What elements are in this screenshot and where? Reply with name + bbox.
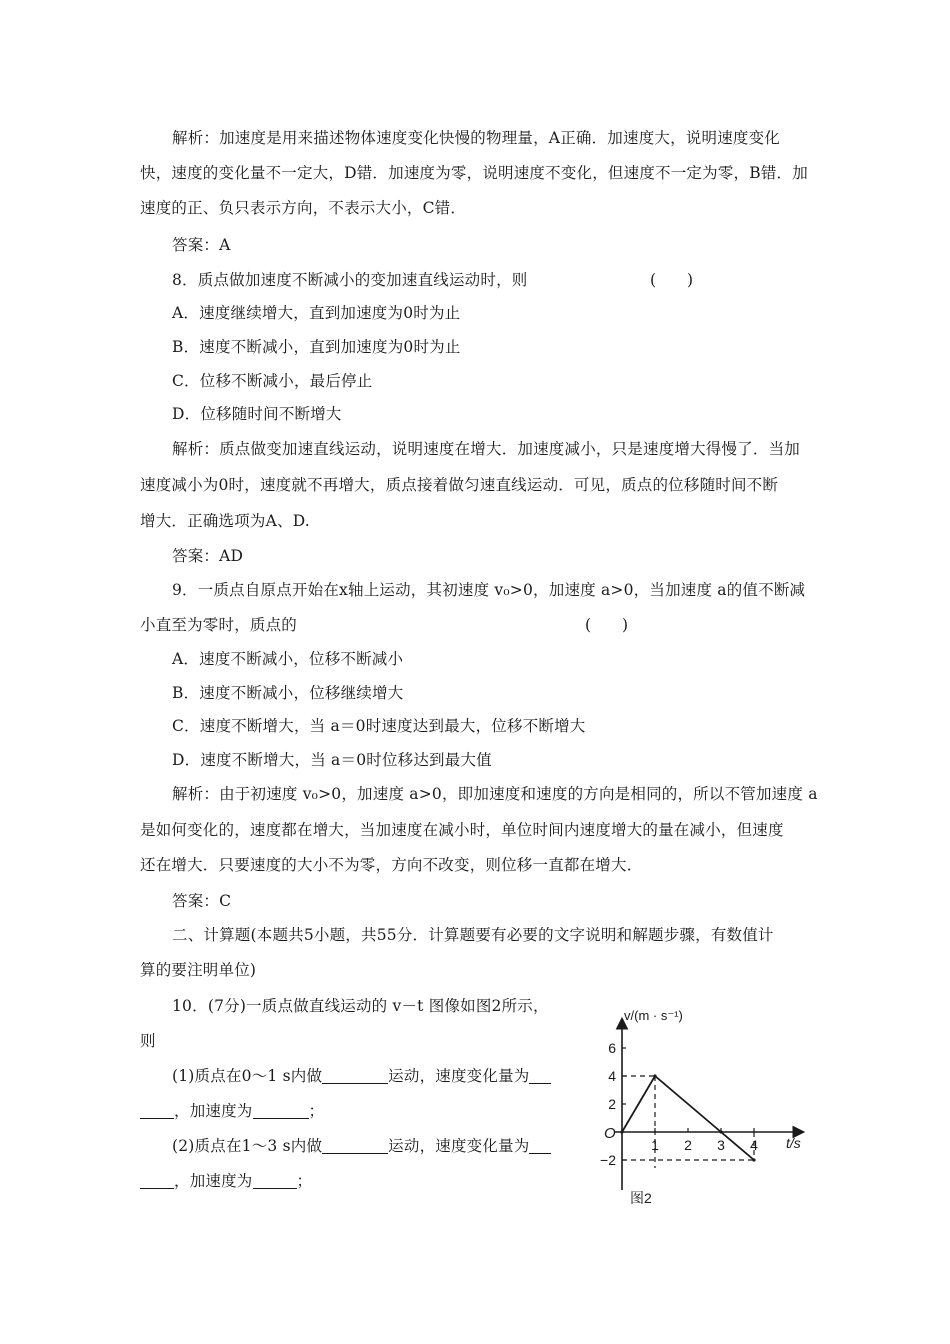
x-tick-label: 2 (684, 1137, 692, 1153)
question-8-answer-paren: ( ) (650, 271, 694, 289)
analysis-7-line-3: 速度的正、负只表示方向，不表示大小，C错． (140, 199, 467, 217)
part-1-motion-blank[interactable] (322, 1067, 388, 1084)
velocity-data-point (719, 1130, 722, 1133)
part-1-velocity-change-blank-end[interactable] (140, 1102, 174, 1119)
part-1-text-a: (1)质点在0～1 s内做 (172, 1067, 323, 1085)
part-1-text-d: ； (308, 1102, 325, 1120)
vt-graph-figure (580, 998, 820, 1208)
answer-8: 答案：AD (172, 547, 244, 565)
question-10-stem-line-2: 则 (140, 1032, 156, 1050)
vt-graph (580, 998, 820, 1208)
part-2-text-b: 运动，速度变化量为 (388, 1137, 530, 1155)
part-2-text-d: ； (296, 1172, 313, 1190)
x-tick-label: 3 (717, 1137, 725, 1153)
part-1-acceleration-blank[interactable] (253, 1102, 309, 1119)
question-9-stem-line-2: 小直至为零时，质点的 (140, 616, 298, 634)
analysis-9-line-2: 是如何变化的，速度都在增大，当加速度在减小时，单位时间内速度增大的量在减小，但速度 (140, 821, 784, 839)
question-8-option-c: C．位移不断减小，最后停止 (172, 372, 373, 390)
x-tick-label: 1 (651, 1137, 659, 1153)
analysis-7-line-1: 解析：加速度是用来描述物体速度变化快慢的物理量，A正确．加速度大，说明速度变化 (172, 129, 780, 147)
question-9-option-b: B．速度不断减小，位移继续增大 (172, 684, 404, 702)
answer-7: 答案：A (172, 236, 231, 254)
question-8-option-d: D．位移随时间不断增大 (172, 405, 342, 423)
section-2-heading-line-1: 二、计算题(本题共5小题，共55分．计算题要有必要的文字说明和解题步骤，有数值计 (172, 926, 774, 944)
section-2-heading-line-2: 算的要注明单位) (140, 961, 257, 979)
y-tick-label: 2 (608, 1096, 616, 1112)
x-axis-label: t/s (786, 1135, 801, 1151)
analysis-9-line-3: 还在增大．只要速度的大小不为零，方向不改变，则位移一直都在增大． (140, 856, 643, 874)
question-10-stem-line-1: 10．(7分)一质点做直线运动的 v－t 图像如图2所示， (172, 997, 549, 1015)
y-axis-label: v/(m · s⁻¹) (624, 1008, 683, 1023)
part-2-text-c: ，加速度为 (174, 1172, 253, 1190)
origin-label: O (604, 1125, 616, 1142)
question-9-answer-paren: ( ) (585, 616, 629, 634)
question-9-option-d: D．速度不断增大，当 a＝0时位移达到最大值 (172, 751, 492, 769)
part-1-velocity-change-blank-start[interactable] (529, 1067, 551, 1084)
y-tick-label: 6 (608, 1040, 616, 1056)
analysis-8-line-2: 速度减小为0时，速度就不再增大，质点接着做匀速直线运动．可见，质点的位移随时间不断 (140, 476, 779, 494)
question-9-option-a: A．速度不断减小，位移不断减小 (172, 650, 404, 668)
part-2-text-a: (2)质点在1～3 s内做 (172, 1137, 323, 1155)
part-2-velocity-change-blank-end[interactable] (140, 1172, 174, 1189)
analysis-8-line-3: 增大．正确选项为A、D. (140, 512, 310, 530)
part-1-text-c: ，加速度为 (174, 1102, 253, 1120)
question-8-option-b: B．速度不断减小，直到加速度为0时为止 (172, 338, 461, 356)
analysis-8-line-1: 解析：质点做变加速直线运动，说明速度在增大．加速度减小，只是速度增大得慢了．当加 (172, 440, 801, 458)
analysis-9-line-1: 解析：由于初速度 v₀>0，加速度 a>0，即加速度和速度的方向是相同的，所以不管加速度 a (172, 785, 818, 803)
question-10-part-2-line-2 (140, 1169, 312, 1191)
question-8-option-a: A．速度继续增大，直到加速度为0时为止 (172, 304, 461, 322)
answer-9: 答案：C (172, 892, 232, 910)
figure-caption: 图2 (630, 1190, 652, 1206)
question-9-stem-line-1: 9．一质点自原点开始在x轴上运动，其初速度 v₀>0，加速度 a>0，当加速度 a的值不断减 (172, 581, 806, 599)
velocity-data-point (620, 1130, 623, 1133)
part-2-velocity-change-blank-start[interactable] (529, 1137, 551, 1154)
question-10-part-1-line-2 (140, 1099, 324, 1121)
y-tick-label: 4 (608, 1068, 616, 1084)
analysis-7-line-2: 快，速度的变化量不一定大，D错．加速度为零，说明速度不变化，但速度不一定为零，B错．加 (140, 164, 808, 182)
part-1-text-b: 运动，速度变化量为 (388, 1067, 530, 1085)
question-10-part-1-line-1 (172, 1064, 551, 1086)
part-2-acceleration-blank[interactable] (253, 1172, 297, 1189)
x-tick-label: 4 (750, 1137, 758, 1153)
velocity-data-point (752, 1158, 755, 1161)
question-10-part-2-line-1 (172, 1134, 551, 1156)
velocity-data-point (653, 1074, 656, 1077)
y-tick-label: −2 (600, 1152, 616, 1168)
question-9-option-c: C．速度不断增大，当 a＝0时速度达到最大，位移不断增大 (172, 717, 586, 735)
question-8-stem: 8．质点做加速度不断减小的变加速直线运动时，则 (172, 271, 528, 289)
part-2-motion-blank[interactable] (322, 1137, 388, 1154)
